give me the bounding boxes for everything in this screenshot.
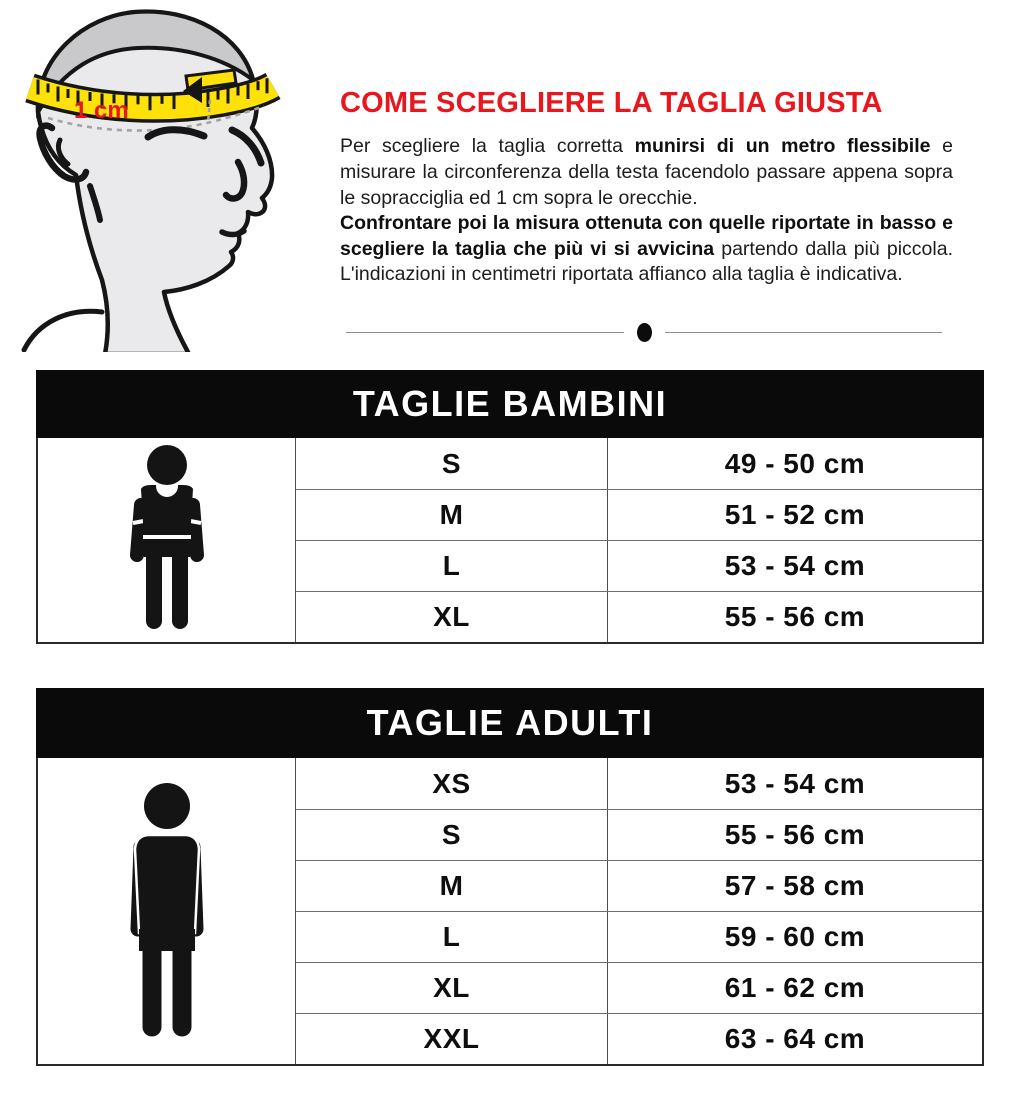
intro-p1-regular: Per scegliere la taglia corretta <box>340 135 635 158</box>
size-range: 59 - 60 cm <box>724 921 866 952</box>
table-row <box>296 1013 982 1064</box>
size-label: S <box>296 438 608 489</box>
size-range: 53 - 54 cm <box>724 550 866 581</box>
children-table-body <box>36 438 984 644</box>
tape-distance-label: 1 cm <box>74 97 129 124</box>
size-range: 63 - 64 cm <box>724 1023 866 1054</box>
size-label: S <box>296 810 608 860</box>
intro-p1-rest: e misurare la circonferenza della testa facendolo passare appena sopra le sopracciglia ed 1 cm sopra le orecchie. <box>340 135 953 209</box>
size-range: 49 - 50 cm <box>724 447 866 479</box>
adult-rows <box>296 758 982 1064</box>
table-row <box>296 540 982 591</box>
table-row <box>296 962 982 1013</box>
section-divider <box>346 322 942 342</box>
table-row <box>296 911 982 962</box>
divider-dot-icon <box>637 323 652 342</box>
size-label: XL <box>296 963 608 1013</box>
table-row <box>296 758 982 809</box>
size-label: XXL <box>296 1014 608 1064</box>
child-figure-cell <box>38 438 296 642</box>
size-label: XS <box>296 758 608 809</box>
intro-p2-bold: Confrontare poi la misura ottenuta con quelle riportate in basso e scegliere la taglia che più vi si avvicina <box>340 212 953 260</box>
table-row <box>296 860 982 911</box>
children-sizes-table <box>36 370 984 644</box>
size-label: XL <box>296 592 608 642</box>
intro-paragraph-2 <box>340 211 953 288</box>
size-range: 61 - 62 cm <box>724 972 866 1003</box>
table-row <box>296 591 982 642</box>
size-label: M <box>296 861 608 911</box>
size-range: 53 - 54 cm <box>724 767 866 799</box>
adult-table-title: TAGLIE ADULTI <box>366 702 654 743</box>
adult-icon <box>115 781 219 1041</box>
child-icon <box>111 443 223 637</box>
adult-figure-cell <box>38 758 296 1064</box>
size-range: 55 - 56 cm <box>724 819 866 850</box>
intro-copy <box>340 0 953 288</box>
intro-paragraph-1 <box>340 134 953 211</box>
size-label: L <box>296 912 608 962</box>
divider-line-right <box>665 332 943 333</box>
table-row <box>296 489 982 540</box>
size-range: 51 - 52 cm <box>724 499 866 530</box>
intro-p2-rest: partendo dalla più piccola. L'indicazioni in centimetri riportata affianco alla taglia è indicativa. <box>340 237 953 286</box>
size-range: 57 - 58 cm <box>724 870 866 901</box>
children-table-title: TAGLIE BAMBINI <box>352 383 668 424</box>
table-row <box>296 809 982 860</box>
page-title: COME SCEGLIERE LA TAGLIA GIUSTA <box>340 87 883 119</box>
head-measure-illustration <box>14 0 330 352</box>
size-label: L <box>296 541 608 591</box>
adult-table-title-bar <box>36 688 984 758</box>
adult-sizes-table <box>36 688 984 1066</box>
size-range: 55 - 56 cm <box>724 601 866 632</box>
adult-table-body <box>36 758 984 1066</box>
size-label: M <box>296 490 608 540</box>
children-table-title-bar <box>36 370 984 438</box>
head-with-measuring-tape-icon <box>14 0 330 352</box>
table-row <box>296 438 982 489</box>
children-rows <box>296 438 982 642</box>
intro-p1-bold: munirsi di un metro flessibile <box>634 135 931 158</box>
divider-line-left <box>346 332 624 333</box>
